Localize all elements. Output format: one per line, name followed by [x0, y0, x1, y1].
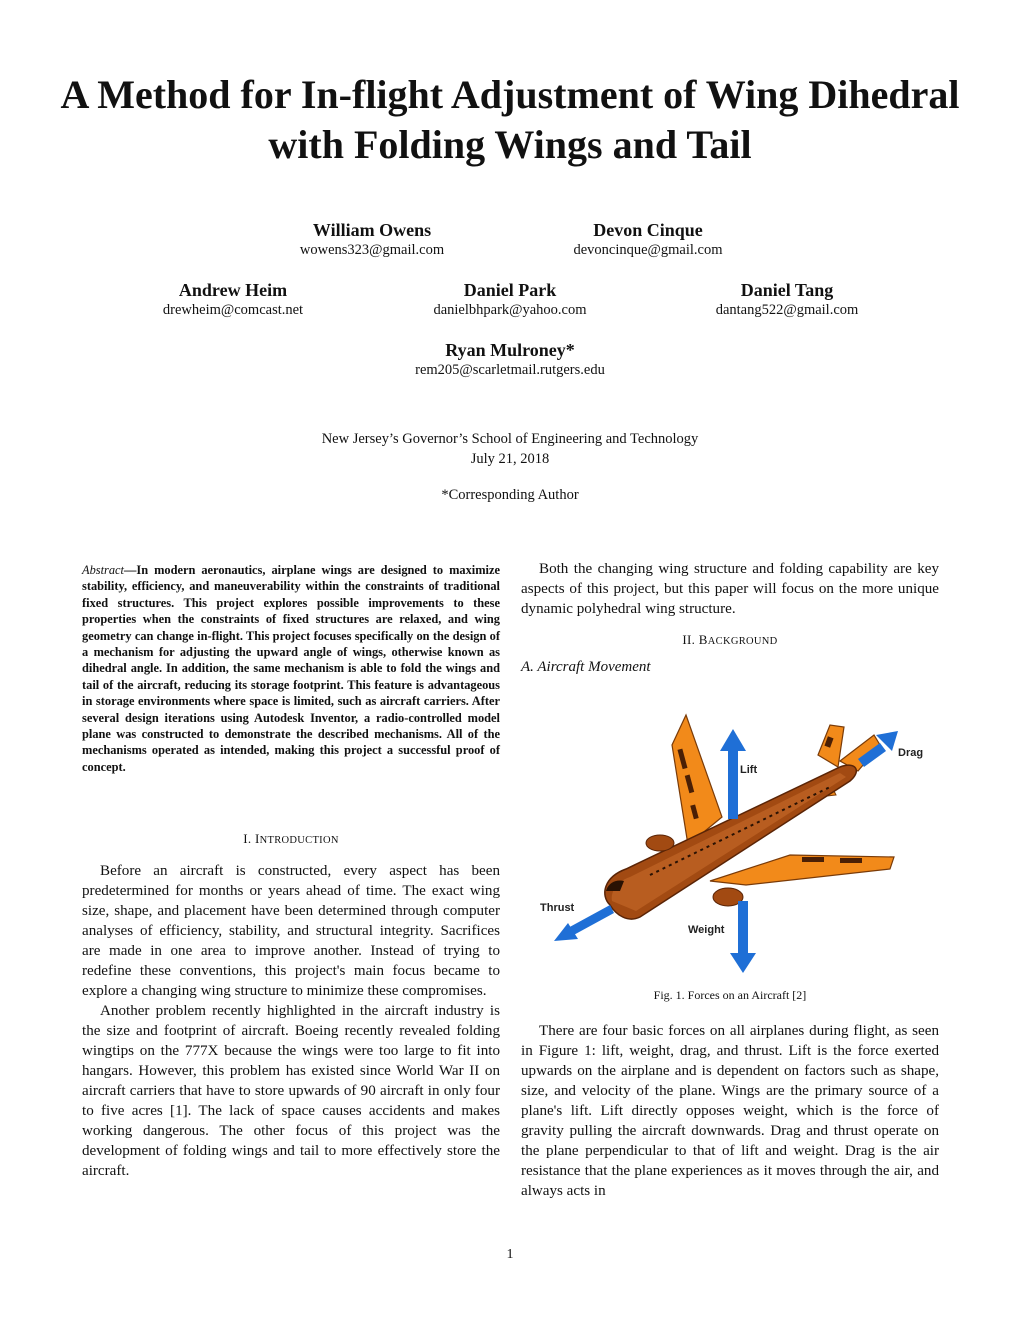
author-name: Devon Cinque [593, 220, 703, 240]
paragraph: Before an aircraft is constructed, every aspect has been predetermined for months or years ahead of time. The exact wing size, shape, and placement have been determined through computer analyses of efficiency, stability, and structural integrity. Sacrifices are made in one area to improve another. Instead of trying to redefine these conventions, this project's main focus became to explore a changing wing structure to minimize these compromises. [82, 863, 500, 999]
abstract-label: Abstract [82, 563, 124, 577]
author-email: wowens323@gmail.com [299, 242, 445, 258]
corresponding-author-note: *Corresponding Author [441, 487, 579, 503]
author-email: danielbhpark@yahoo.com [433, 302, 587, 318]
thrust-label: Thrust [540, 902, 575, 914]
paper-title: A Method for In-flight Adjustment of Wing Dihedral with Folding Wings and Tail [60, 72, 960, 167]
author-block [637, 279, 937, 319]
abstract [82, 562, 500, 775]
author-name: Daniel Park [463, 280, 557, 300]
author-name: Andrew Heim [178, 280, 288, 300]
date: July 21, 2018 [470, 451, 550, 467]
engine [646, 835, 674, 851]
author-email: rem205@scarletmail.rutgers.edu [415, 362, 605, 378]
author-block [498, 219, 798, 259]
wing-marking [840, 858, 862, 863]
lift-label: Lift [740, 764, 758, 776]
abstract-text: —In modern aeronautics, airplane wings are designed to maximize stability, efficiency, and maneuverability within the constraints of traditional fixed structures. This project explores possible improvements to these properties when the constraints of fixed structures are relaxed, and wing geometry can change in-flight. This project focuses specifically on the design of a mechanism for adjusting the upward angle of wings, otherwise known as dihedral angle. In addition, the same mechanism is able to fold the wings and tail of the aircraft, reducing its storage footprint. This feature is advantageous in storage environments where space is limited, such as aircraft carriers. After several design iterations using Autodesk Inventor, a radio-controlled model plane was constructed to demonstrate the described mechanisms. All of the mechanisms operated as intended, making this project a successful proof of concept. [82, 563, 500, 774]
section-heading-introduction: I. INTRODUCTION [243, 831, 339, 846]
paragraph: Both the changing wing structure and folding capability are key aspects of this project, but this paper will focus on the more unique dynamic polyhedral wing structure. [521, 561, 939, 617]
author-email: dantang522@gmail.com [715, 302, 859, 318]
paragraph: There are four basic forces on all airplanes during flight, as seen in Figure 1: lift, weight, drag, and thrust. Lift is the force exerted upwards on the airplane and is dependent on factors such as shape, size, and velocity of the plane. Wings are the primary source of a plane's lift. Lift directly opposes weight, which is the force of gravity pulling the aircraft downwards. Drag and thrust operate on the plane perpendicular to that of lift and weight. Drag is the air resistance that the plane experiences as it moves through the air, and always acts in [521, 1023, 939, 1199]
figure-caption: Fig. 1. Forces on an Aircraft [2] [653, 988, 807, 1002]
wing-marking [802, 857, 824, 862]
author-block [360, 279, 660, 319]
aircraft-forces-figure [540, 705, 940, 975]
page-number: 1 [506, 1247, 514, 1262]
section-heading-background: II. BACKGROUND [682, 632, 778, 647]
paragraph: Another problem recently highlighted in the aircraft industry is the size and footprint of aircraft. Boeing recently revealed folding wingtips on the 777X because the wings were too large to fit into hangars. However, this problem has existed since World War II on aircraft carriers that have to store upwards of 90 aircraft in only four to five acres [1]. The lack of space causes accidents and makes working dangerous. The other focus of this project was the development of folding wings and tail to more effectively store the aircraft. [82, 1003, 500, 1179]
left-wing [672, 715, 722, 845]
author-email: drewheim@comcast.net [162, 302, 304, 318]
author-name: William Owens [312, 220, 432, 240]
subsection-heading: A. Aircraft Movement [521, 659, 651, 675]
author-name: Ryan Mulroney* [445, 340, 575, 360]
affiliation: New Jersey’s Governor’s School of Engineering and Technology [321, 431, 699, 447]
author-email: devoncinque@gmail.com [573, 242, 723, 258]
weight-arrow [730, 901, 756, 973]
drag-label: Drag [898, 747, 924, 759]
author-block [222, 219, 522, 259]
author-block [360, 339, 660, 379]
introduction-body [82, 861, 500, 1181]
author-name: Daniel Tang [740, 280, 834, 300]
weight-label: Weight [688, 924, 725, 936]
author-block [83, 279, 383, 319]
